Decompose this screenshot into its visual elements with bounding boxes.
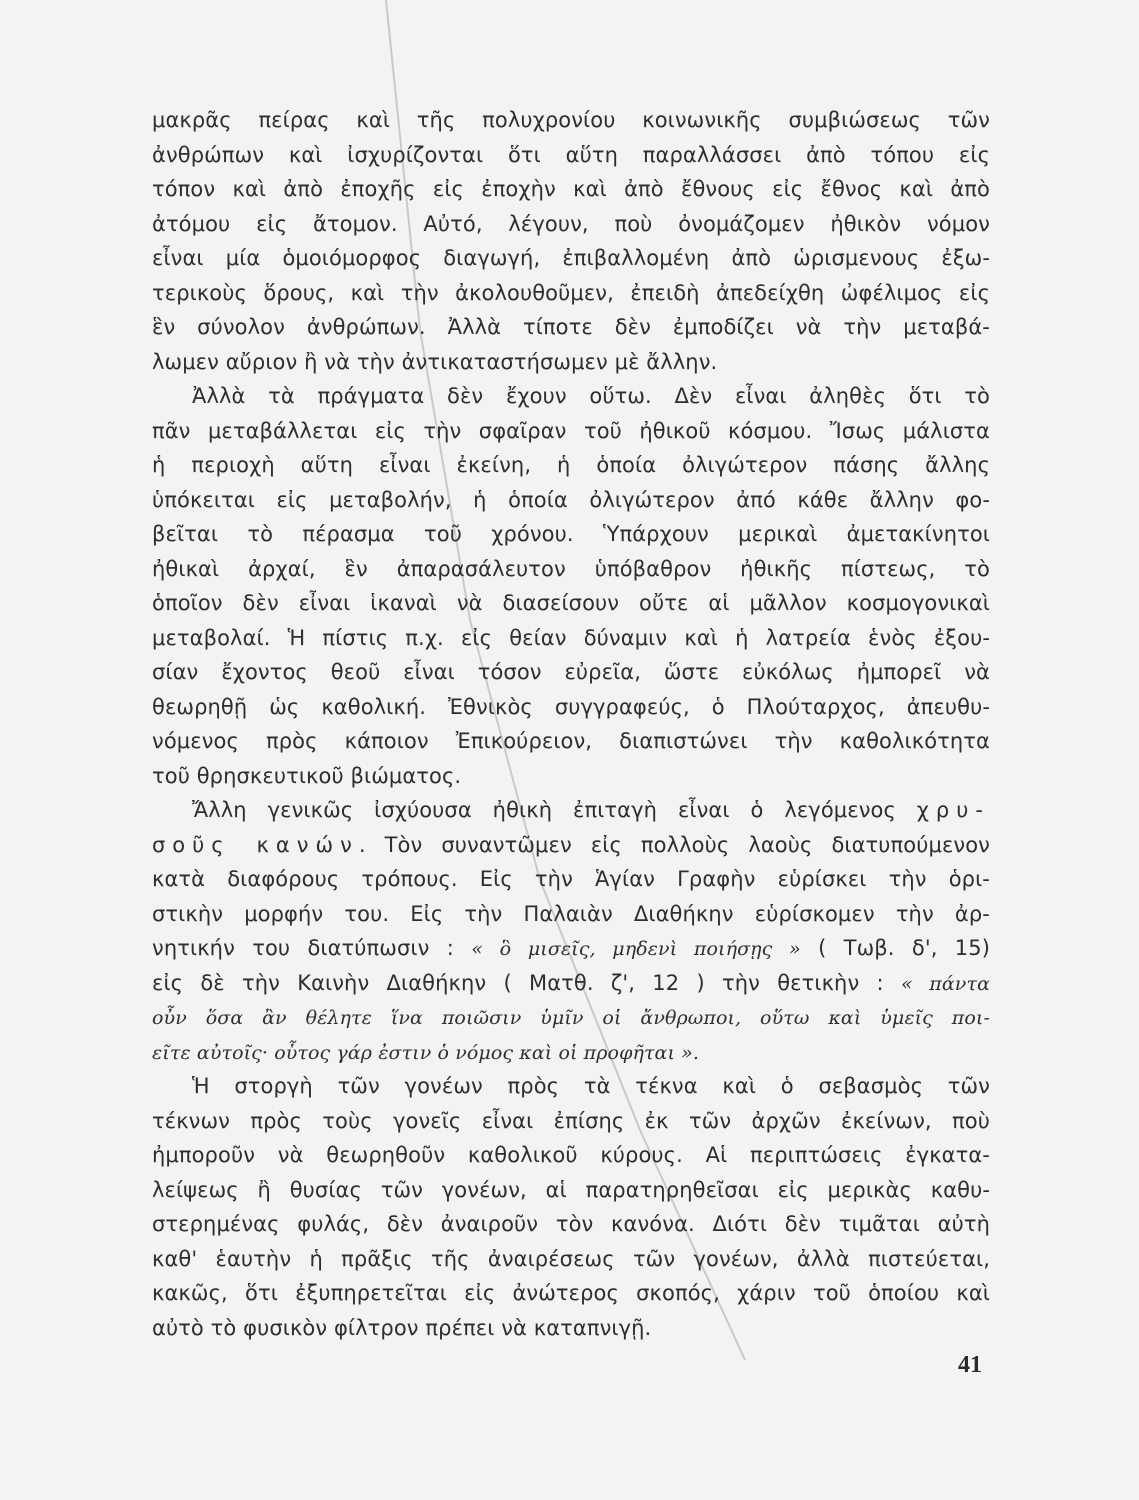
line-text: πᾶν μεταβάλλεται εἰς τὴν σφαῖραν τοῦ ἠθικοῦ κόσμου. Ἴσως μάλιστα — [152, 418, 990, 443]
line-text: λωμεν αὔριον ἢ νὰ τὴν ἀντικαταστήσωμεν μὲ ἄλλην. — [152, 349, 718, 374]
line-text: ὑπόκειται εἰς μεταβολήν, ἡ ὁποία ὀλιγώτερον ἀπό κάθε ἄλλην φο- — [152, 487, 990, 512]
text-line — [152, 552, 990, 587]
text-line — [152, 1000, 990, 1035]
text-line — [152, 103, 990, 138]
line-text: ἡ περιοχὴ αὕτη εἶναι ἐκείνη, ἡ ὁποία ὀλιγώτερον πάσης ἄλλης — [152, 453, 990, 477]
line-text: τοῦ θρησκευτικοῦ βιώματος. — [152, 763, 462, 788]
line-text: στερημένας φυλάς, δὲν ἀναιροῦν τὸν κανόνα. Διότι δὲν τιμᾶται αὐτὴ — [152, 1212, 990, 1236]
text-line — [152, 414, 990, 449]
text-line — [152, 931, 990, 966]
text-line — [152, 862, 990, 897]
emphasized-text: σοῦς κανών — [152, 832, 359, 857]
line-text: ( Τωβ. δ', 15) — [800, 936, 990, 960]
text-line — [152, 379, 990, 414]
line-text: τόπον καὶ ἀπὸ ἐποχῆς εἰς ἐποχὴν καὶ ἀπὸ ἔθνους εἰς ἔθνος καὶ ἀπὸ — [152, 177, 990, 201]
line-text: νόμενος πρὸς κάποιον Ἐπικούρειον, διαπιστώνει τὴν καθολικότητα — [152, 729, 990, 753]
text-line — [152, 172, 990, 207]
line-text: εἶναι μία ὁμοιόμορφος διαγωγή, ἐπιβαλλομένη ἀπὸ ὡρισμενους ἐξω- — [152, 246, 990, 270]
emphasized-text: χρυ- — [916, 798, 990, 822]
text-line — [152, 1242, 990, 1277]
text-line — [152, 241, 990, 276]
quotation-text: « ὃ μισεῖς, μηδενὶ ποιήσῃς » — [471, 938, 801, 960]
text-line — [152, 724, 990, 759]
text-line — [152, 1104, 990, 1139]
text-line — [152, 1035, 990, 1070]
text-line — [152, 1173, 990, 1208]
line-text: θεωρηθῇ ὡς καθολική. Ἐθνικὸς συγγραφεύς, ὁ Πλούταρχος, ἀπευθυ- — [152, 694, 990, 719]
quotation-text: εῖτε αὐτοῖς· οὗτος γάρ ἐστιν ὁ νόμος καὶ οἱ προφῆται ». — [152, 1041, 700, 1064]
text-line — [152, 828, 990, 863]
line-text: Ἡ στοργὴ τῶν γονέων πρὸς τὰ τέκνα καὶ ὁ σεβασμὸς τῶν — [192, 1074, 990, 1098]
text-line — [152, 345, 990, 380]
page-number: 41 — [958, 1352, 982, 1378]
text-line — [152, 207, 990, 242]
line-text: ἠμποροῦν νὰ θεωρηθοῦν καθολικοῦ κύρους. Αἱ περιπτώσεις ἐγκατα- — [152, 1143, 990, 1167]
quotation-text: « πάντα — [900, 972, 990, 995]
quotation-text: οὖν ὅσα ἂν θέλητε ἵνα ποιῶσιν ὑμῖν οἱ ἄνθρωποι, οὕτω καὶ ὑμεῖς ποι- — [152, 1007, 990, 1029]
text-line — [152, 1138, 990, 1173]
text-line — [152, 586, 990, 621]
text-line — [152, 793, 990, 828]
text-line — [152, 690, 990, 725]
text-line — [152, 897, 990, 932]
text-line — [152, 138, 990, 173]
text-line — [152, 1276, 990, 1311]
line-text: μεταβολαί. Ἡ πίστις π.χ. εἰς θείαν δύναμιν καὶ ἡ λατρεία ἑνὸς ἐξου- — [152, 625, 990, 650]
line-text: ἓν σύνολον ἀνθρώπων. Ἀλλὰ τίποτε δὲν ἐμποδίζει νὰ τὴν μεταβά- — [152, 315, 990, 339]
text-line — [152, 1069, 990, 1104]
line-text: τέκνων πρὸς τοὺς γονεῖς εἶναι ἐπίσης ἐκ τῶν ἀρχῶν ἐκείνων, ποὺ — [152, 1108, 990, 1133]
text-line — [152, 483, 990, 518]
line-text: καθ' ἑαυτὴν ἡ πρᾶξις τῆς ἀναιρέσεως τῶν γονέων, ἀλλὰ πιστεύεται, — [152, 1246, 990, 1271]
line-text: ἠθικαὶ ἀρχαί, ἓν ἀπαρασάλευτον ὑπόβαθρον ἠθικῆς πίστεως, τὸ — [152, 556, 990, 581]
text-line — [152, 1311, 990, 1346]
line-text: τερικοὺς ὅρους, καὶ τὴν ἀκολουθοῦμεν, ἐπειδὴ ἀπεδείχθη ὠφέλιμος εἰς — [152, 280, 990, 305]
text-line — [152, 621, 990, 656]
line-text: ὁποῖον δὲν εἶναι ἱκαναὶ νὰ διασείσουν οὔτε αἱ μᾶλλον κοσμογονικαὶ — [152, 591, 990, 615]
text-line — [152, 1207, 990, 1242]
line-text: λείψεως ἢ θυσίας τῶν γονέων, αἱ παρατηρηθεῖσαι εἰς μερικὰς καθυ- — [152, 1177, 990, 1202]
line-text: ἀνθρώπων καὶ ἰσχυρίζονται ὅτι αὕτη παραλλάσσει ἀπὸ τόπου εἰς — [152, 142, 990, 167]
line-text: κακῶς, ὅτι ἐξυπηρετεῖται εἰς ἀνώτερος σκοπός, χάριν τοῦ ὁποίου καὶ — [152, 1281, 990, 1305]
text-line — [152, 655, 990, 690]
body-text — [152, 103, 990, 1345]
line-text: . Τὸν συναντῶμεν εἰς πολλοὺς λαοὺς διατυπούμενον — [358, 832, 990, 857]
text-line — [152, 966, 990, 1001]
line-text: βεῖται τὸ πέρασμα τοῦ χρόνου. Ὑπάρχουν μερικαὶ ἀμετακίνητοι — [152, 522, 990, 546]
line-text: μακρᾶς πείρας καὶ τῆς πολυχρονίου κοινωνικῆς συμβιώσεως τῶν — [152, 108, 990, 132]
line-text: εἰς δὲ τὴν Καινὴν Διαθήκην ( Ματθ. ζ', 12 ) τὴν θετικὴν : — [152, 970, 901, 995]
line-text: Ἄλλη γενικῶς ἰσχύουσα ἠθικὴ ἐπιταγὴ εἶναι ὁ λεγόμενος — [192, 798, 917, 822]
line-text: κατὰ διαφόρους τρόπους. Εἰς τὴν Ἁγίαν Γραφὴν εὑρίσκει τὴν ὁρι- — [152, 867, 990, 891]
line-text: αὐτὸ τὸ φυσικὸν φίλτρον πρέπει νὰ καταπνιγῇ. — [152, 1315, 652, 1340]
line-text: ἀτόμου εἰς ἄτομον. Αὐτό, λέγουν, ποὺ ὀνομάζομεν ἠθικὸν νόμον — [152, 211, 990, 236]
line-text: στικὴν μορφήν του. Εἰς τὴν Παλαιὰν Διαθήκην εὑρίσκομεν τὴν ἀρ- — [152, 901, 990, 926]
line-text: νητικήν του διατύπωσιν : — [152, 936, 472, 960]
text-line — [152, 276, 990, 311]
line-text: σίαν ἔχοντος θεοῦ εἶναι τόσον εὐρεῖα, ὥστε εὐκόλως ἠμπορεῖ νὰ — [152, 660, 990, 684]
line-text: Ἀλλὰ τὰ πράγματα δὲν ἔχουν οὕτω. Δὲν εἶναι ἀληθὲς ὅτι τὸ — [192, 384, 990, 408]
text-line — [152, 448, 990, 483]
text-line — [152, 517, 990, 552]
text-line — [152, 310, 990, 345]
text-line — [152, 759, 990, 794]
